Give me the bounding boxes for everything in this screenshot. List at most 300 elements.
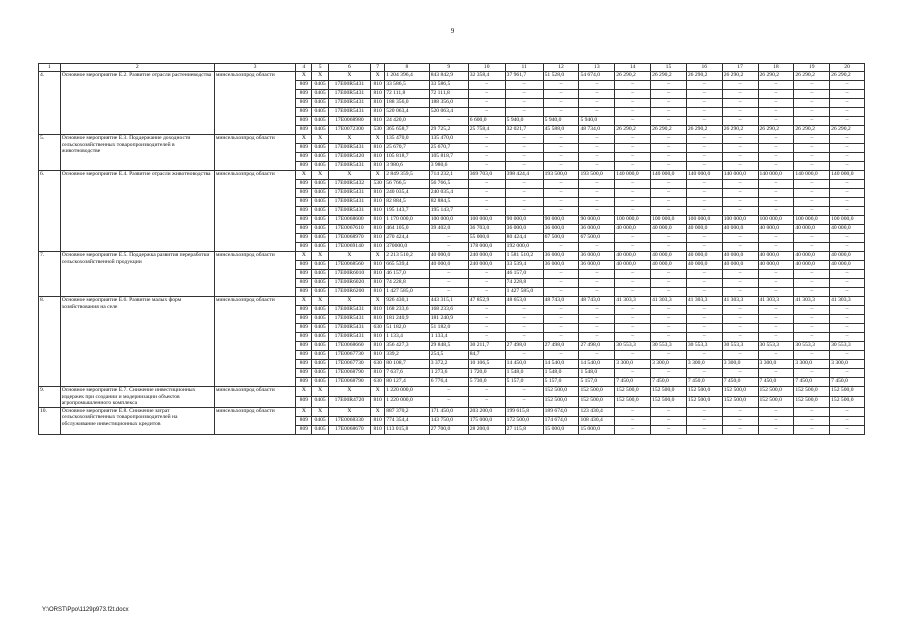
amount-cell: – [686,333,722,342]
amount-cell: – [830,90,865,99]
budget-code-cell: 0405 [312,108,328,117]
amount-cell: 714 232,1 [429,171,468,180]
amount-cell: 10 106,5 [468,360,505,369]
budget-code-cell: 0405 [312,360,328,369]
amount-cell: 24 420,0 [385,117,430,126]
amount-cell: 140 000,0 [651,171,687,180]
budget-code-cell: 17Е00R5431 [328,306,370,315]
budget-code-cell: 17Е00R5431 [328,189,370,198]
amount-cell: 2 213 510,2 [385,252,430,261]
budget-code-cell: 809 [296,99,312,108]
amount-cell: – [651,324,687,333]
budget-code-cell: X [371,252,385,261]
amount-cell: 41 303,3 [722,297,758,306]
amount-cell: 15 000,0 [543,425,579,434]
amount-cell: 51 182,0 [385,324,430,333]
budget-code-cell: 0405 [312,180,328,189]
amount-cell: – [686,416,722,425]
column-number: 17 [722,64,758,72]
amount-cell: 195 143,7 [429,207,468,216]
amount-cell: 464 105,0 [385,225,430,234]
amount-cell: 36 000,0 [543,225,579,234]
amount-cell: – [505,108,543,117]
amount-cell: – [468,108,505,117]
amount-cell: 152 500,0 [651,397,687,407]
amount-cell: 665 539,4 [385,261,430,270]
amount-cell: – [505,324,543,333]
budget-code-cell: 810 [371,99,385,108]
amount-cell: – [758,416,794,425]
amount-cell: 51 182,0 [429,324,468,333]
column-number: 19 [794,64,830,72]
amount-cell: 84,7 [468,351,505,360]
amount-cell: – [651,108,687,117]
amount-cell: – [830,234,865,243]
budget-code-cell: 809 [296,108,312,117]
amount-cell: – [579,333,615,342]
amount-cell: – [794,425,830,434]
budget-code-cell: 809 [296,90,312,99]
amount-cell: 48 734,0 [579,126,615,135]
amount-cell: – [468,333,505,342]
amount-cell: 26 290,2 [651,126,687,135]
amount-cell: – [722,108,758,117]
amount-cell: 28 200,0 [468,425,505,434]
amount-cell: 74 228,8 [385,279,430,288]
amount-cell: – [794,416,830,425]
amount-cell: 370000,0 [385,243,430,252]
amount-cell: – [543,189,579,198]
budget-code-cell: 17Е00R5431 [328,99,370,108]
amount-cell: – [429,397,468,407]
amount-cell: – [505,144,543,153]
amount-cell: 80 127,4 [385,378,430,387]
amount-cell: 40 000,0 [794,225,830,234]
budget-code-cell: 0405 [312,117,328,126]
amount-cell: – [794,351,830,360]
executor: минсельхозпрод области [214,252,295,297]
row-number: 4. [39,72,61,135]
budget-code-cell: X [371,135,385,144]
amount-cell: – [830,153,865,162]
amount-cell: 26 290,2 [758,72,794,81]
budget-code-cell: 809 [296,216,312,225]
column-number: 9 [429,64,468,72]
amount-cell: – [794,108,830,117]
budget-code-cell: X [328,252,370,261]
amount-cell: 40 000,0 [615,252,651,261]
amount-cell: – [722,81,758,90]
measure-title: Основное мероприятие Е.3. Поддержание доходности сельскохозяйственных товаропроизводителей в животноводстве [60,135,214,171]
budget-code-cell: 0405 [312,315,328,324]
budget-code-cell: 0405 [312,279,328,288]
budget-code-cell: 0405 [312,333,328,342]
budget-code-cell: 17Е00R5431 [328,144,370,153]
amount-cell: – [615,135,651,144]
amount-cell: – [722,279,758,288]
amount-cell: 67 500,0 [543,234,579,243]
amount-cell: – [830,180,865,189]
amount-cell: 36 000,0 [579,252,615,261]
amount-cell: – [505,306,543,315]
amount-cell: 152 500,0 [722,387,758,397]
column-number: 4 [296,64,312,72]
amount-cell: – [686,315,722,324]
budget-code-cell: 809 [296,288,312,297]
amount-cell: 7 450,0 [794,378,830,387]
amount-cell: 3 300,0 [794,360,830,369]
amount-cell: – [758,270,794,279]
amount-cell: 1 548,0 [579,369,615,378]
table-row [39,387,865,397]
amount-cell: – [794,90,830,99]
budget-code-cell: 0405 [312,153,328,162]
amount-cell: – [722,153,758,162]
amount-cell: – [722,270,758,279]
amount-cell: – [429,270,468,279]
amount-cell: 188 356,0 [385,99,430,108]
amount-cell: – [505,90,543,99]
budget-code-cell: X [296,135,312,144]
funding-table [38,63,865,435]
amount-cell: 27 700,0 [429,425,468,434]
budget-code-cell: 17Е0072300 [328,126,370,135]
amount-cell: 40 000,0 [722,252,758,261]
amount-cell: 100 000,0 [429,216,468,225]
amount-cell: – [794,81,830,90]
row-number: 10. [39,407,61,434]
amount-cell: 74 228,8 [505,279,543,288]
amount-cell: – [794,270,830,279]
amount-cell: 40 000,0 [686,261,722,270]
measure-title: Основное мероприятие Е.6. Развитие малых форм хозяйствования на селе [60,297,214,387]
amount-cell: 100 000,0 [722,216,758,225]
amount-cell: – [722,288,758,297]
budget-code-cell: 0405 [312,81,328,90]
amount-cell: – [794,407,830,416]
amount-cell: – [651,243,687,252]
amount-cell: – [651,153,687,162]
amount-cell: 3 300,0 [722,360,758,369]
amount-cell: – [579,198,615,207]
amount-cell: 26 290,2 [686,126,722,135]
amount-cell: – [651,81,687,90]
amount-cell: 30 553,3 [830,342,865,351]
amount-cell: – [579,324,615,333]
column-number: 2 [60,64,214,72]
budget-code-cell: 0405 [312,189,328,198]
amount-cell: – [579,162,615,171]
amount-cell: – [543,135,579,144]
amount-cell: – [651,315,687,324]
amount-cell: – [758,324,794,333]
amount-cell: 1 427 585,0 [385,288,430,297]
amount-cell: – [830,144,865,153]
budget-code-cell: 810 [371,216,385,225]
budget-code-cell: 17Е00R6020 [328,279,370,288]
amount-cell: – [794,333,830,342]
budget-code-cell: X [312,297,328,306]
budget-code-cell: 810 [371,261,385,270]
amount-cell: 369 703,0 [468,171,505,180]
table-row [39,72,865,81]
budget-code-cell: 809 [296,162,312,171]
amount-cell: – [579,270,615,279]
column-number: 8 [385,64,430,72]
amount-cell: – [468,189,505,198]
budget-code-cell: 809 [296,180,312,189]
budget-code-cell: 17Е0068330 [328,416,370,425]
table-row [39,135,865,144]
amount-cell: – [830,99,865,108]
amount-cell: 774 354,4 [385,416,430,425]
budget-code-cell: 630 [371,378,385,387]
amount-cell: – [615,416,651,425]
amount-cell: – [468,207,505,216]
amount-cell: – [543,279,579,288]
amount-cell: – [579,207,615,216]
amount-cell: – [830,333,865,342]
amount-cell: 40 000,0 [722,225,758,234]
budget-code-cell: 17Е00R5431 [328,198,370,207]
budget-code-cell: X [328,135,370,144]
amount-cell: – [758,369,794,378]
amount-cell: – [758,333,794,342]
amount-cell: – [651,135,687,144]
row-number: 6. [39,171,61,252]
amount-cell: – [686,288,722,297]
amount-cell: – [686,234,722,243]
amount-cell: – [830,162,865,171]
budget-code-cell: 17Е00R5431 [328,324,370,333]
amount-cell: 30 211,7 [468,342,505,351]
amount-cell: – [758,207,794,216]
amount-cell: – [543,315,579,324]
amount-cell: – [651,90,687,99]
amount-cell: 6 600,0 [468,117,505,126]
amount-cell: – [505,81,543,90]
budget-code-cell: 809 [296,234,312,243]
budget-code-cell: 809 [296,333,312,342]
amount-cell: 30 553,3 [615,342,651,351]
budget-code-cell: X [312,72,328,81]
amount-cell: – [579,288,615,297]
amount-cell: 168 233,6 [385,306,430,315]
amount-cell: – [758,135,794,144]
amount-cell: – [794,243,830,252]
budget-code-cell: 0405 [312,342,328,351]
column-number: 6 [328,64,370,72]
budget-code-cell: 0405 [312,306,328,315]
budget-code-cell: 0405 [312,90,328,99]
amount-cell: – [543,198,579,207]
amount-cell: – [830,416,865,425]
budget-code-cell: 0405 [312,270,328,279]
amount-cell: 26 290,2 [758,126,794,135]
column-number: 20 [830,64,865,72]
budget-code-cell: 0405 [312,243,328,252]
amount-cell: 356 427,3 [385,342,430,351]
amount-cell: 30 553,3 [794,342,830,351]
amount-cell: – [830,425,865,434]
amount-cell: 113 015,8 [385,425,430,434]
amount-cell: 1 220 000,0 [385,387,430,397]
amount-cell: 40 000,0 [758,261,794,270]
amount-cell: – [651,270,687,279]
amount-cell: – [794,135,830,144]
amount-cell: 7 450,0 [615,378,651,387]
column-number: 15 [651,64,687,72]
budget-code-cell: 809 [296,397,312,407]
amount-cell: 398 424,4 [505,171,543,180]
amount-cell: – [722,324,758,333]
amount-cell: – [651,234,687,243]
budget-code-cell: 0405 [312,216,328,225]
budget-code-cell: X [312,135,328,144]
amount-cell: 36 000,0 [543,261,579,270]
budget-code-cell: 810 [371,234,385,243]
amount-cell: 172 500,0 [505,416,543,425]
amount-cell: – [468,90,505,99]
amount-cell: 339,2 [385,351,430,360]
amount-cell: 6 776,4 [429,378,468,387]
column-number: 11 [505,64,543,72]
amount-cell: 72 111,8 [385,90,430,99]
amount-cell: – [615,306,651,315]
amount-cell: – [615,333,651,342]
budget-code-cell: 809 [296,378,312,387]
amount-cell: 195 143,7 [385,207,430,216]
budget-code-cell: 17Е0068980 [328,117,370,126]
amount-cell: – [651,351,687,360]
amount-cell: – [686,108,722,117]
row-number: 5. [39,135,61,171]
amount-cell: – [758,279,794,288]
amount-cell: 3 980,6 [429,162,468,171]
amount-cell: 105 818,7 [429,153,468,162]
amount-cell: – [543,288,579,297]
amount-cell: 3 300,0 [830,360,865,369]
amount-cell: 27 115,8 [505,425,543,434]
amount-cell: – [615,144,651,153]
budget-code-cell: 809 [296,261,312,270]
amount-cell: – [651,180,687,189]
amount-cell: 41 303,3 [615,297,651,306]
amount-cell: 33 586,5 [385,81,430,90]
budget-code-cell: 810 [371,108,385,117]
amount-cell: 26 290,2 [794,72,830,81]
amount-cell: – [505,315,543,324]
budget-code-cell: 810 [371,397,385,407]
amount-cell: – [758,198,794,207]
amount-cell: 40 000,0 [758,225,794,234]
budget-code-cell: 17Е0068600 [328,216,370,225]
amount-cell: – [722,189,758,198]
amount-cell: 152 500,0 [830,387,865,397]
amount-cell: 152 500,0 [722,397,758,407]
amount-cell: – [429,387,468,397]
amount-cell: 40 000,0 [615,225,651,234]
amount-cell: – [794,153,830,162]
amount-cell: 30 553,3 [722,342,758,351]
amount-cell: 27 498,0 [543,342,579,351]
budget-code-cell: X [296,171,312,180]
amount-cell: 41 303,3 [794,297,830,306]
amount-cell: 26 290,2 [794,126,830,135]
row-number: 7. [39,252,61,297]
amount-cell: – [830,108,865,117]
amount-cell: 181 240,9 [385,315,430,324]
budget-code-cell: 0405 [312,351,328,360]
amount-cell: – [543,333,579,342]
amount-cell: 56 766,5 [385,180,430,189]
amount-cell: 240 035,4 [385,189,430,198]
amount-cell: – [615,279,651,288]
amount-cell: – [468,306,505,315]
amount-cell: – [579,189,615,198]
amount-cell: 152 500,0 [758,387,794,397]
amount-cell: – [794,306,830,315]
budget-code-cell: 0405 [312,225,328,234]
budget-code-cell: 810 [371,117,385,126]
amount-cell: – [794,162,830,171]
budget-code-cell: 17Е00R5431 [328,108,370,117]
amount-cell: – [794,198,830,207]
budget-code-cell: 809 [296,144,312,153]
amount-cell: – [579,144,615,153]
amount-cell: – [686,135,722,144]
amount-cell: 56 766,5 [429,180,468,189]
amount-cell: – [758,90,794,99]
amount-cell: 36 000,0 [579,261,615,270]
amount-cell: 140 000,0 [615,171,651,180]
budget-code-cell: 809 [296,279,312,288]
amount-cell: – [615,153,651,162]
amount-cell: 7 450,0 [722,378,758,387]
amount-cell: – [830,315,865,324]
amount-cell: – [468,99,505,108]
amount-cell: 5 157,0 [579,378,615,387]
amount-cell: – [830,81,865,90]
budget-code-cell: 17Е00R5431 [328,90,370,99]
budget-code-cell: 810 [371,342,385,351]
amount-cell: – [758,407,794,416]
amount-cell: 5 940,0 [505,117,543,126]
amount-cell: – [505,198,543,207]
amount-cell: – [579,351,615,360]
amount-cell: 30 553,3 [758,342,794,351]
budget-code-cell: X [312,171,328,180]
amount-cell: 72 111,8 [429,90,468,99]
budget-code-cell: 809 [296,117,312,126]
amount-cell: – [686,306,722,315]
table-row [39,252,865,261]
amount-cell: 40 000,0 [830,252,865,261]
amount-cell: – [505,162,543,171]
amount-cell: – [505,333,543,342]
amount-cell: – [722,369,758,378]
amount-cell: 152 500,0 [543,387,579,397]
budget-code-cell: X [296,297,312,306]
amount-cell: – [468,288,505,297]
amount-cell: 168 233,6 [429,306,468,315]
amount-cell: 140 000,0 [686,171,722,180]
amount-cell: – [615,243,651,252]
budget-code-cell: 810 [371,369,385,378]
amount-cell: – [758,162,794,171]
amount-cell: – [543,108,579,117]
amount-cell: 108 430,4 [579,416,615,425]
